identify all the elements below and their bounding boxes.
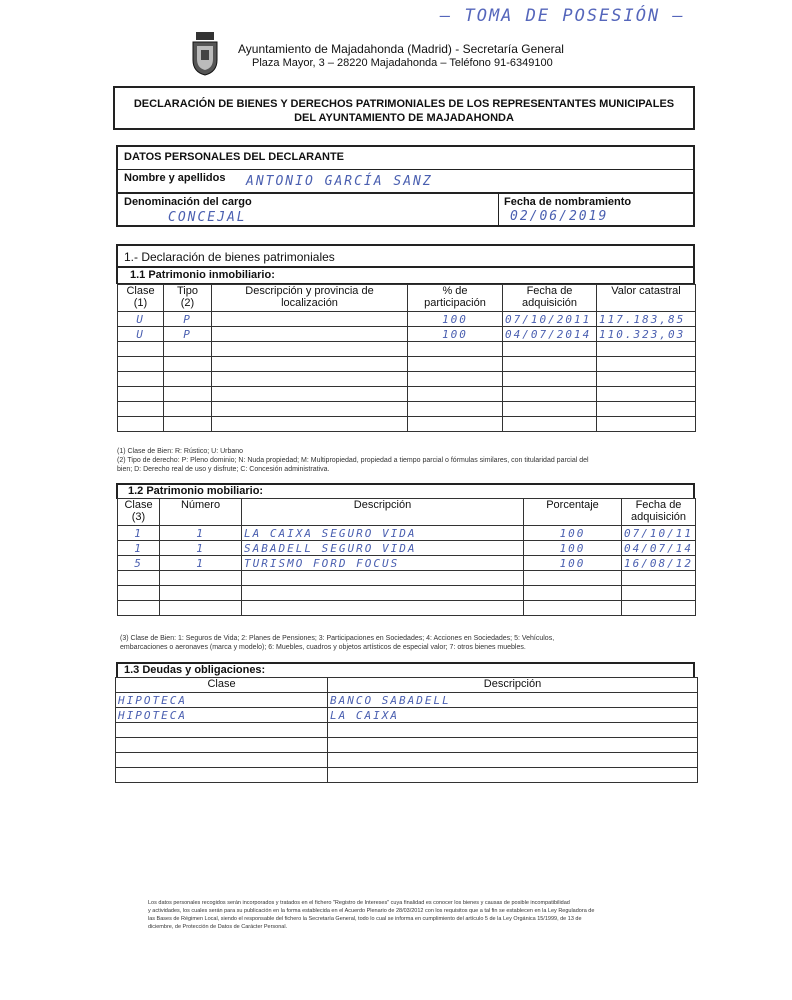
real-estate-row: [118, 417, 696, 432]
table-cell: [160, 586, 242, 601]
movable-asset-row: [118, 556, 696, 571]
table-cell: 5: [118, 556, 160, 571]
table-cell: [164, 357, 212, 372]
table-cell: [408, 357, 503, 372]
table-cell: [116, 768, 328, 783]
name-label: Nombre y apellidos: [124, 172, 226, 184]
movable-assets-table: [117, 498, 696, 616]
real-estate-header-row: [118, 285, 696, 312]
col-clase: Clase (3): [118, 499, 160, 526]
table-cell: U: [118, 312, 164, 327]
real-estate-row: [118, 327, 696, 342]
table-cell: [118, 342, 164, 357]
table-cell: [116, 723, 328, 738]
section-1-title: 1.- Declaración de bienes patrimoniales: [124, 250, 335, 264]
table-cell: [212, 357, 408, 372]
movable-asset-row: [118, 571, 696, 586]
table-cell: [408, 372, 503, 387]
movable-assets-header-row: [118, 499, 696, 526]
col-cadastral-value: Valor catastral: [597, 285, 696, 312]
table-cell: [164, 387, 212, 402]
table-cell: [408, 342, 503, 357]
movable-assets-title-box: [116, 483, 695, 499]
table-cell: [118, 357, 164, 372]
debts-header-row: [116, 678, 698, 693]
table-cell: [408, 402, 503, 417]
table-cell: [503, 357, 597, 372]
table-cell: 110.323,03: [597, 327, 696, 342]
coat-of-arms-logo: [188, 30, 222, 76]
real-estate-title-box: [116, 268, 695, 284]
table-cell: [503, 372, 597, 387]
real-estate-table: [117, 284, 696, 432]
table-cell: [408, 417, 503, 432]
appointment-date-label: Fecha de nombramiento: [504, 196, 632, 208]
col-description: Descripción: [242, 499, 524, 526]
movable-asset-row: [118, 526, 696, 541]
table-cell: [118, 387, 164, 402]
col-acquisition-date: Fecha de adquisición: [622, 499, 696, 526]
table-cell: [118, 417, 164, 432]
table-cell: LA CAIXA: [328, 708, 698, 723]
table-cell: [503, 342, 597, 357]
section-1-title-box: [116, 244, 695, 268]
movable-asset-row: [118, 601, 696, 616]
debts-title-box: [116, 662, 695, 678]
table-cell: [164, 402, 212, 417]
real-estate-row: [118, 342, 696, 357]
table-cell: [160, 601, 242, 616]
table-cell: [116, 738, 328, 753]
debt-row: [116, 693, 698, 708]
col-clase: Clase (1): [118, 285, 164, 312]
table-cell: HIPOTECA: [116, 708, 328, 723]
table-cell: [524, 571, 622, 586]
col-clase: Clase: [116, 678, 328, 693]
movable-assets-notes: (3) Clase de Bien: 1: Seguros de Vida; 2: Planes de Pensiones; 3: Participaciones en Sociedades; 4: Acciones en Sociedades; 5: Vehículos, embarcaciones o aeronaves (marca y modelo); 6: Muebles, cuadros y objetos artísticos de especial valor; 7: otros bienes muebles.: [120, 635, 555, 651]
col-participation: % de participación: [408, 285, 503, 312]
table-cell: [597, 372, 696, 387]
real-estate-row: [118, 372, 696, 387]
table-cell: [597, 342, 696, 357]
col-description: Descripción: [328, 678, 698, 693]
table-cell: 100: [524, 556, 622, 571]
table-cell: 04/07/2014: [503, 327, 597, 342]
col-description: Descripción y provincia de localización: [212, 285, 408, 312]
table-cell: [164, 372, 212, 387]
table-cell: [118, 402, 164, 417]
table-cell: [597, 357, 696, 372]
real-estate-row: [118, 387, 696, 402]
privacy-footer: Los datos personales recogidos serán incorporados y tratados en el fichero "Registro de Intereses" cuya finalidad es conocer los bienes y causas de posible incompatibilidad y actividades, los cuales serán para su publicación en la forma establecida en el Acuerdo Plenario de 28/03/2012 con los requisitos que a tal fin se establecen en la Ley Reguladora de las Bases de Régimen Local, siendo el responsable del fichero la Secretaría General, todo lo cual se informa en cumplimiento del artículo 5 de la Ley Orgánica 15/1999, de 13 de diciembre, de Protección de Datos de Carácter Personal.: [148, 900, 595, 930]
real-estate-row: [118, 312, 696, 327]
debt-row: [116, 723, 698, 738]
real-estate-row: [118, 357, 696, 372]
header-line-2: Plaza Mayor, 3 – 28220 Majadahonda – Teléfono 91-6349100: [252, 57, 553, 69]
table-cell: [242, 586, 524, 601]
table-cell: 100: [408, 327, 503, 342]
table-cell: BANCO SABADELL: [328, 693, 698, 708]
table-cell: 07/10/2011: [503, 312, 597, 327]
debts-table: [115, 677, 698, 783]
table-cell: [328, 738, 698, 753]
table-cell: HIPOTECA: [116, 693, 328, 708]
table-cell: 1: [118, 541, 160, 556]
movable-asset-row: [118, 541, 696, 556]
table-cell: [118, 372, 164, 387]
table-cell: [597, 402, 696, 417]
table-cell: 1: [160, 556, 242, 571]
table-cell: 16/08/12: [622, 556, 696, 571]
table-cell: 117.183,85: [597, 312, 696, 327]
table-cell: [328, 768, 698, 783]
table-cell: U: [118, 327, 164, 342]
table-cell: [212, 372, 408, 387]
table-cell: [212, 327, 408, 342]
name-value: ANTONIO GARCÍA SANZ: [246, 174, 433, 189]
table-cell: [408, 387, 503, 402]
table-cell: [622, 571, 696, 586]
table-cell: LA CAIXA SEGURO VIDA: [242, 526, 524, 541]
debt-row: [116, 708, 698, 723]
table-cell: [503, 387, 597, 402]
table-cell: 1: [118, 526, 160, 541]
table-cell: 1: [160, 541, 242, 556]
document-title-box: [113, 86, 695, 130]
table-cell: [164, 342, 212, 357]
table-cell: [212, 387, 408, 402]
table-cell: [118, 601, 160, 616]
table-cell: [524, 601, 622, 616]
real-estate-title: 1.1 Patrimonio inmobiliario:: [130, 269, 275, 281]
debt-row: [116, 768, 698, 783]
table-cell: 07/10/11: [622, 526, 696, 541]
table-cell: [242, 571, 524, 586]
personal-data-section: [116, 145, 695, 227]
table-cell: [118, 586, 160, 601]
table-cell: [212, 312, 408, 327]
header-line-1: Ayuntamiento de Majadahonda (Madrid) - Secretaría General: [238, 42, 564, 56]
movable-assets-title: 1.2 Patrimonio mobiliario:: [128, 485, 264, 497]
movable-asset-row: [118, 586, 696, 601]
debts-title: 1.3 Deudas y obligaciones:: [124, 664, 266, 676]
table-cell: 04/07/14: [622, 541, 696, 556]
table-cell: [503, 417, 597, 432]
debt-row: [116, 738, 698, 753]
table-cell: [212, 402, 408, 417]
col-tipo: Tipo (2): [164, 285, 212, 312]
col-number: Número: [160, 499, 242, 526]
table-cell: P: [164, 327, 212, 342]
table-cell: [597, 417, 696, 432]
table-cell: [622, 601, 696, 616]
col-percentage: Porcentaje: [524, 499, 622, 526]
table-cell: [524, 586, 622, 601]
appointment-date-value: 02/06/2019: [510, 209, 609, 224]
table-cell: [622, 586, 696, 601]
table-cell: 1: [160, 526, 242, 541]
table-cell: [328, 723, 698, 738]
debt-row: [116, 753, 698, 768]
handwritten-title: — TOMA DE POSESIÓN —: [440, 6, 685, 26]
cargo-label: Denominación del cargo: [124, 196, 252, 208]
table-cell: [503, 402, 597, 417]
real-estate-row: [118, 402, 696, 417]
table-cell: 100: [408, 312, 503, 327]
table-cell: [164, 417, 212, 432]
col-acquisition-date: Fecha de adquisición: [503, 285, 597, 312]
real-estate-notes: (1) Clase de Bien: R: Rústico; U: Urbano (2) Tipo de derecho: P: Pleno dominio; N: Nuda propiedad; M: Multipropiedad, propiedad a tiempo parcial o fórmulas similares, con titularidad parcial del bien; D: Derecho real de uso y disfrute; C: Concesión administrativa.: [117, 448, 589, 473]
personal-data-title: DATOS PERSONALES DEL DECLARANTE: [124, 151, 345, 163]
table-cell: [597, 387, 696, 402]
table-cell: [160, 571, 242, 586]
document-title-line-2: DEL AYUNTAMIENTO DE MAJADAHONDA: [294, 112, 514, 124]
table-cell: [242, 601, 524, 616]
table-cell: P: [164, 312, 212, 327]
table-cell: TURISMO FORD FOCUS: [242, 556, 524, 571]
document-title-line-1: DECLARACIÓN DE BIENES Y DERECHOS PATRIMONIALES DE LOS REPRESENTANTES MUNICIPALES: [133, 98, 675, 110]
table-cell: [118, 571, 160, 586]
table-cell: [116, 753, 328, 768]
table-cell: [212, 342, 408, 357]
table-cell: [212, 417, 408, 432]
table-cell: [328, 753, 698, 768]
table-cell: 100: [524, 526, 622, 541]
cargo-value: CONCEJAL: [168, 210, 247, 225]
table-cell: SABADELL SEGURO VIDA: [242, 541, 524, 556]
table-cell: 100: [524, 541, 622, 556]
